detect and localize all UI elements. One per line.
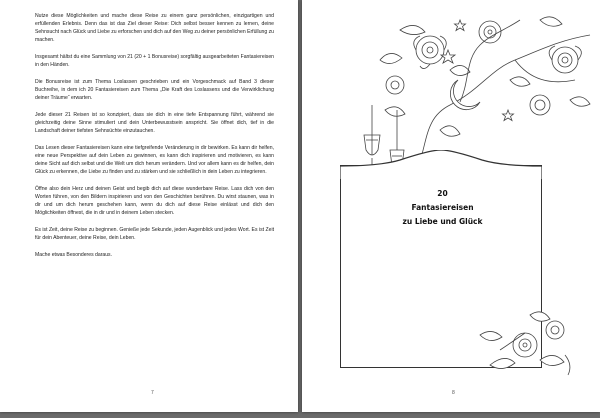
flower-icon	[386, 76, 404, 94]
flower-icon	[414, 36, 447, 69]
page-number: 7	[151, 390, 154, 396]
book-title	[380, 187, 505, 229]
frame-arch-icon	[340, 150, 542, 180]
flower-icon	[530, 95, 550, 115]
title-line: 20	[437, 189, 448, 198]
paragraph: Es ist Zeit, deine Reise zu beginnen. Genieße jede Sekunde, jeden Augenblick und jedes Wort. Es ist Zeit für dein Abenteuer, deine Reise, dein Leben.	[35, 227, 274, 241]
star-icon	[441, 50, 455, 63]
star-icon	[503, 110, 514, 121]
flower-icon	[549, 46, 581, 73]
paragraph: Das Lesen dieser Fantasiereisen kann eine tiefgreifende Veränderung in dir bewirken. Es kann dir helfen, eine neue Perspektive auf dein Leben zu gewinnen, es kann dich inspirieren und motivieren, es kann deine Sicht auf dich selbst und die Welt um dich herum verändern. Und vor allem kann es dir helfen, dein Glück zu erkennen, die Liebe zu finden und zu stärken und sie schließlich in dein Leben zu integrieren.	[35, 145, 274, 175]
floral-corner-icon	[470, 305, 580, 380]
title-line: Fantasiereisen	[411, 203, 474, 212]
paragraph: Nutze diese Möglichkeiten und mache diese Reise zu einem ganz persönlichen, einzigartigen und erfüllenden Erlebnis. Denn das ist das Ziel dieser Reise: Dich selbst besser kennen zu lernen, deine Sehnsucht nach Glück und Liebe zu erforschen und dich auf den Weg zu deiner persönlichen Erfüllung zu machen.	[35, 13, 274, 43]
paragraph: Die Bonusreise ist zum Thema Loslassen geschrieben und ein Vorgeschmack auf Band 3 dieser Buchreihe, in dem ich 20 Fantasiereisen zum Thema „Die Kraft des Loslassens und die Verwirklichung deiner Träume“ erwarten.	[35, 79, 274, 101]
left-page	[0, 0, 298, 412]
title-line: zu Liebe und Glück	[402, 217, 483, 226]
left-page-text	[35, 12, 274, 268]
page-number: 8	[452, 390, 455, 396]
paragraph: Mache etwas Besonderes daraus.	[35, 252, 113, 258]
paragraph: Insgesamt hältst du eine Sammlung von 21 (20 + 1 Bonusreise) sorgfältig ausgearbeiteten Fantasiereisen in den Händen.	[35, 54, 274, 68]
flower-icon	[479, 21, 501, 43]
paragraph: Jede dieser 21 Reisen ist so konzipiert, dass sie dich in eine tiefe Entspannung führt, während sie gleichzeitig deine Sinne stimuliert und dein Unterbewusstsein anspricht. Sie öffnet dich, tief in die Landschaft deiner tiefsten Sehnsüchte einzutauchen.	[35, 112, 274, 134]
paragraph: Öffne also dein Herz und deinen Geist und begib dich auf diese wunderbare Reise. Lass dich von den Worten führen, von den Bildern inspirieren und von den Geschichten berühren. Du wirst staunen, was in dir und um dich herum geschehen kann, wenn du dich auf diese Reise einlässt und dich den Möglichkeiten öffnest, die in dir und in deinem Leben stecken.	[35, 186, 274, 216]
star-icon	[455, 20, 466, 31]
